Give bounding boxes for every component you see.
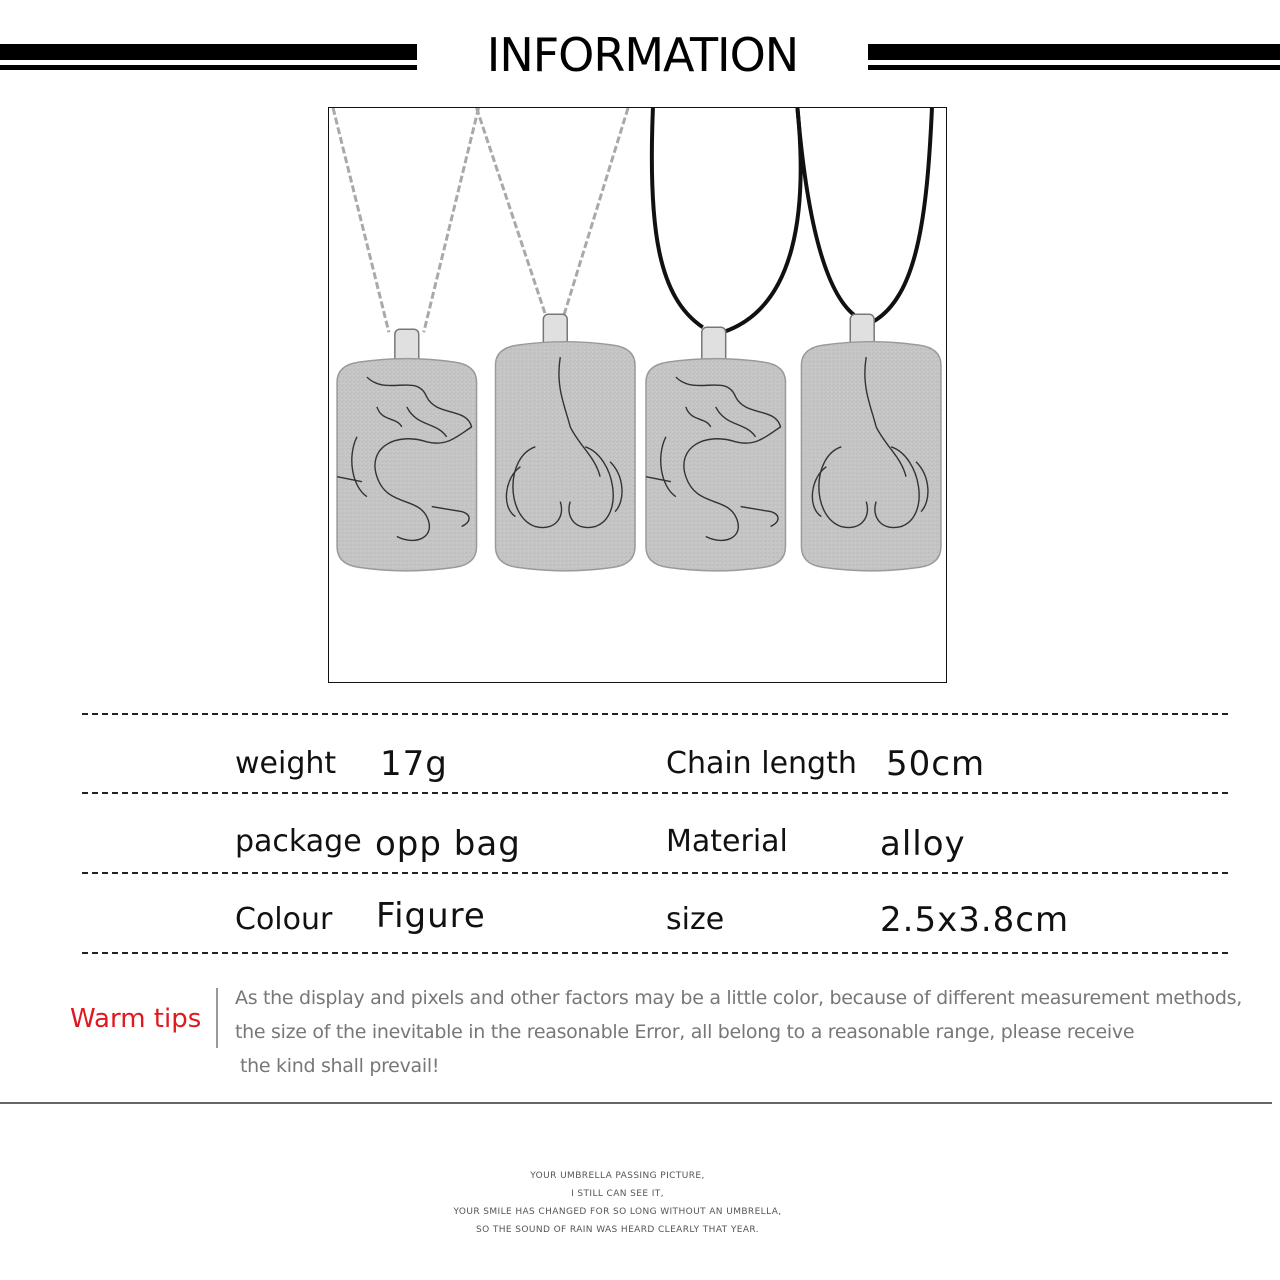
colour-value: Figure <box>376 896 486 936</box>
warm-tips-separator <box>216 988 218 1048</box>
warm-tips-label: Warm tips <box>70 1004 202 1034</box>
chain-length-value: 50cm <box>886 744 986 784</box>
divider-1 <box>82 713 1228 715</box>
header-bars-right <box>868 44 1280 74</box>
tip-line-2: the size of the inevitable in the reasonable Error, all belong to a reasonable range, please receive <box>235 1021 1135 1043</box>
footer-line-2: I STILL CAN SEE IT, <box>571 1189 664 1199</box>
divider-2 <box>82 792 1228 794</box>
chain-length-label: Chain length <box>666 746 857 781</box>
footer-line-4: SO THE SOUND OF RAIN WAS HEARD CLEARLY THAT YEAR. <box>476 1225 759 1235</box>
divider-3 <box>82 872 1228 874</box>
bottom-rule <box>0 1102 1272 1104</box>
page-title: INFORMATION <box>486 28 799 82</box>
colour-label: Colour <box>235 902 333 937</box>
tip-line-1: As the display and pixels and other factors may be a little color, because of different measurement methods, <box>235 987 1243 1009</box>
size-label: size <box>666 902 725 937</box>
package-label: package <box>235 824 362 859</box>
material-label: Material <box>666 824 788 859</box>
footer-line-3: YOUR SMILE HAS CHANGED FOR SO LONG WITHOUT AN UMBRELLA, <box>453 1207 782 1217</box>
material-value: alloy <box>880 824 966 864</box>
divider-4 <box>82 952 1228 954</box>
tip-line-3: the kind shall prevail! <box>240 1055 440 1077</box>
weight-value: 17g <box>380 744 448 784</box>
footer-line-1: YOUR UMBRELLA PASSING PICTURE, <box>530 1171 705 1181</box>
weight-label: weight <box>235 746 337 781</box>
header-bars-left <box>0 44 417 74</box>
package-value: opp bag <box>375 824 521 864</box>
product-photo <box>328 107 947 683</box>
size-value: 2.5x3.8cm <box>880 900 1070 940</box>
